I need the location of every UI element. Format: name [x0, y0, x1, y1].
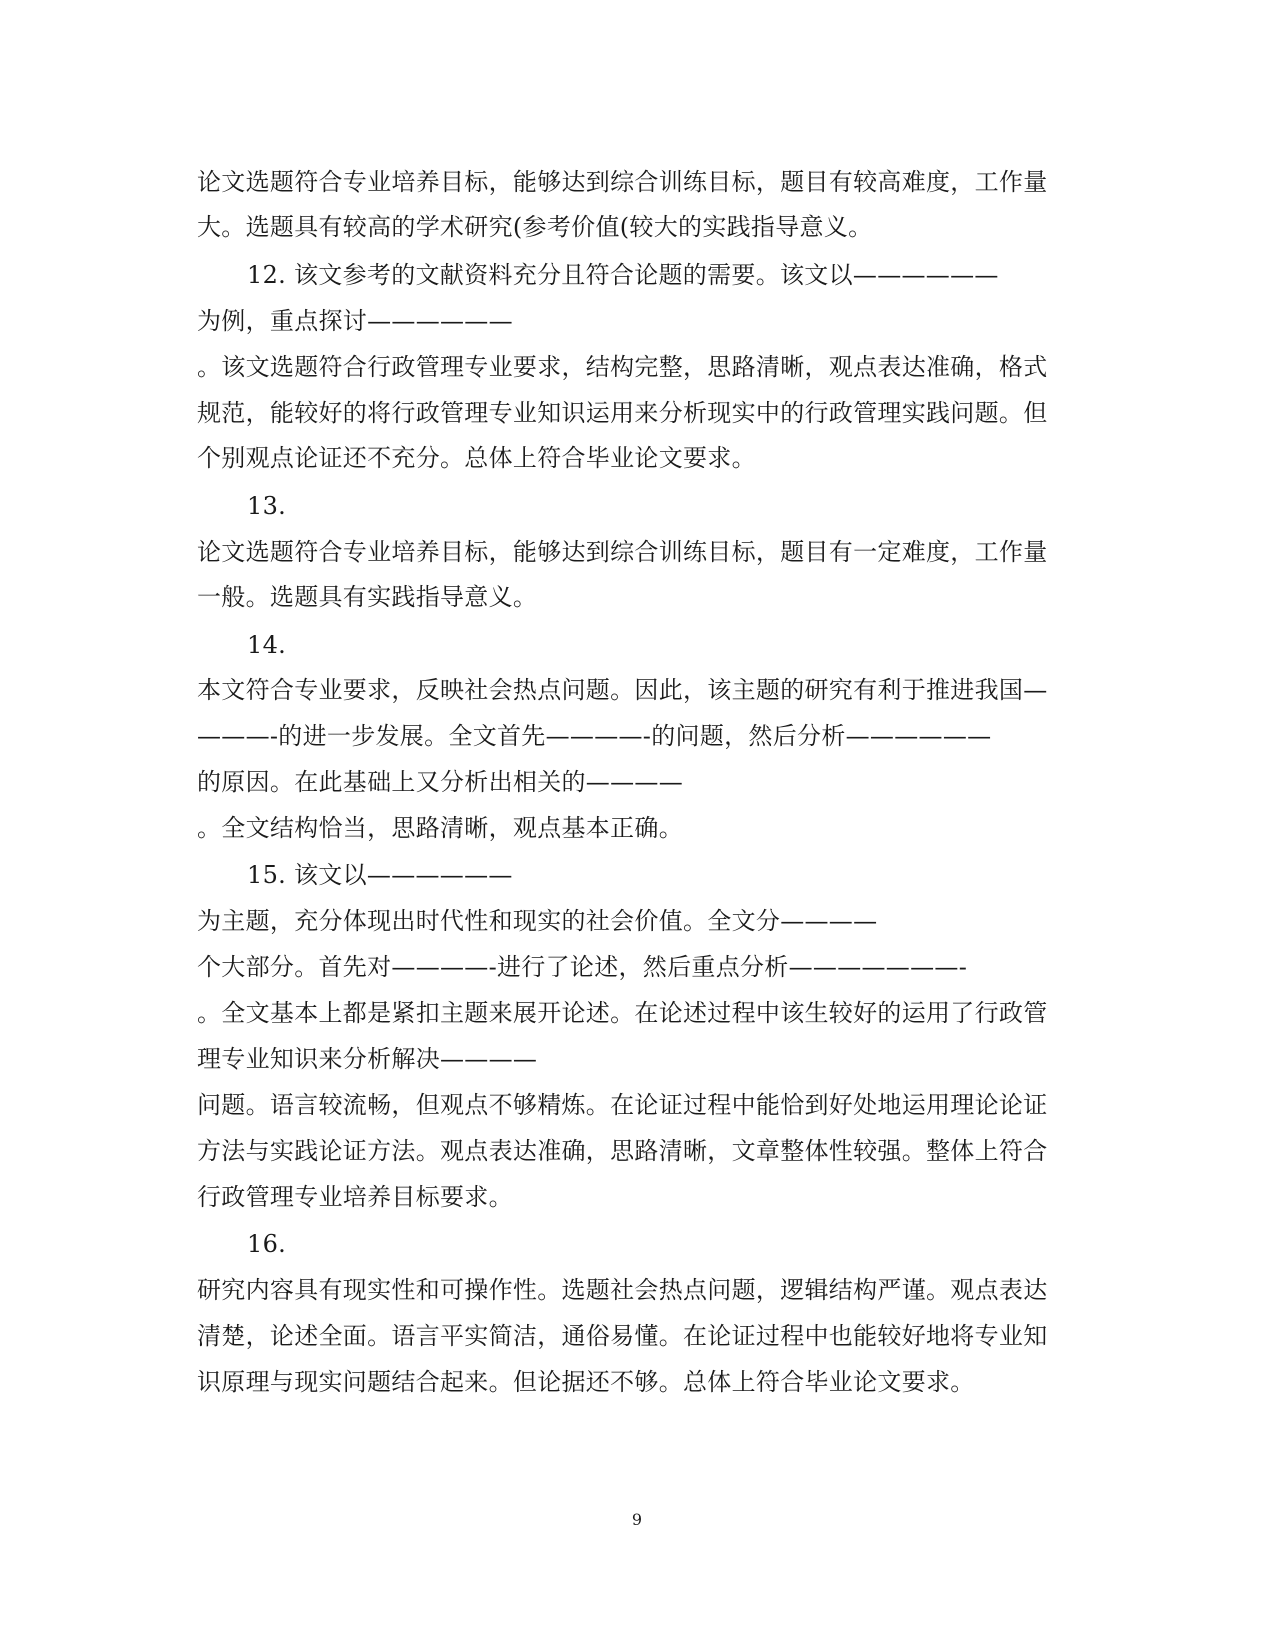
text-line: 为例，重点探讨——————	[197, 307, 513, 335]
text-line: ———-的进一步发展。全文首先————-的问题，然后分析——————	[197, 722, 992, 750]
item-number-16: 16.	[247, 1230, 287, 1258]
item-heading-12: 12. 该文参考的文献资料充分且符合论题的需要。该文以——————	[247, 261, 999, 289]
text-line: 识原理与现实问题结合起来。但论据还不够。总体上符合毕业论文要求。	[197, 1368, 975, 1396]
text-line: 大。选题具有较高的学术研究(参考价值(较大的实践指导意义。	[197, 213, 873, 241]
text-line: 。全文结构恰当，思路清晰，观点基本正确。	[197, 814, 683, 842]
text-line: 。该文选题符合行政管理专业要求，结构完整，思路清晰，观点表达准确，格式	[197, 353, 1048, 381]
text-line: 的原因。在此基础上又分析出相关的————	[197, 768, 683, 796]
item-heading-15: 15. 该文以——————	[247, 861, 513, 889]
text-line: 个大部分。首先对————-进行了论述，然后重点分析———————-	[197, 953, 968, 981]
text-line: 方法与实践论证方法。观点表达准确，思路清晰，文章整体性较强。整体上符合	[197, 1137, 1048, 1165]
text-line: 清楚，论述全面。语言平实简洁，通俗易懂。在论证过程中也能较好地将专业知	[197, 1322, 1048, 1350]
text-line: 一般。选题具有实践指导意义。	[197, 583, 538, 611]
text-line: 为主题，充分体现出时代性和现实的社会价值。全文分————	[197, 907, 878, 935]
text-line: 本文符合专业要求，反映社会热点问题。因此，该主题的研究有利于推进我国—	[197, 676, 1048, 704]
item-number-13: 13.	[247, 492, 287, 520]
text-line: 规范，能较好的将行政管理专业知识运用来分析现实中的行政管理实践问题。但	[197, 399, 1048, 427]
text-line: 个别观点论证还不充分。总体上符合毕业论文要求。	[197, 444, 756, 472]
text-line: 问题。语言较流畅，但观点不够精炼。在论证过程中能恰到好处地运用理论论证	[197, 1091, 1048, 1119]
text-line: 。全文基本上都是紧扣主题来展开论述。在论述过程中该生较好的运用了行政管	[197, 999, 1048, 1027]
text-line: 理专业知识来分析解决————	[197, 1045, 538, 1073]
text-line: 行政管理专业培养目标要求。	[197, 1183, 513, 1211]
text-line: 论文选题符合专业培养目标，能够达到综合训练目标，题目有较高难度，工作量	[197, 168, 1048, 196]
page-number: 9	[631, 1510, 643, 1529]
item-number-14: 14.	[247, 631, 287, 659]
text-line: 论文选题符合专业培养目标，能够达到综合训练目标，题目有一定难度，工作量	[197, 538, 1048, 566]
text-line: 研究内容具有现实性和可操作性。选题社会热点问题，逻辑结构严谨。观点表达	[197, 1276, 1048, 1304]
